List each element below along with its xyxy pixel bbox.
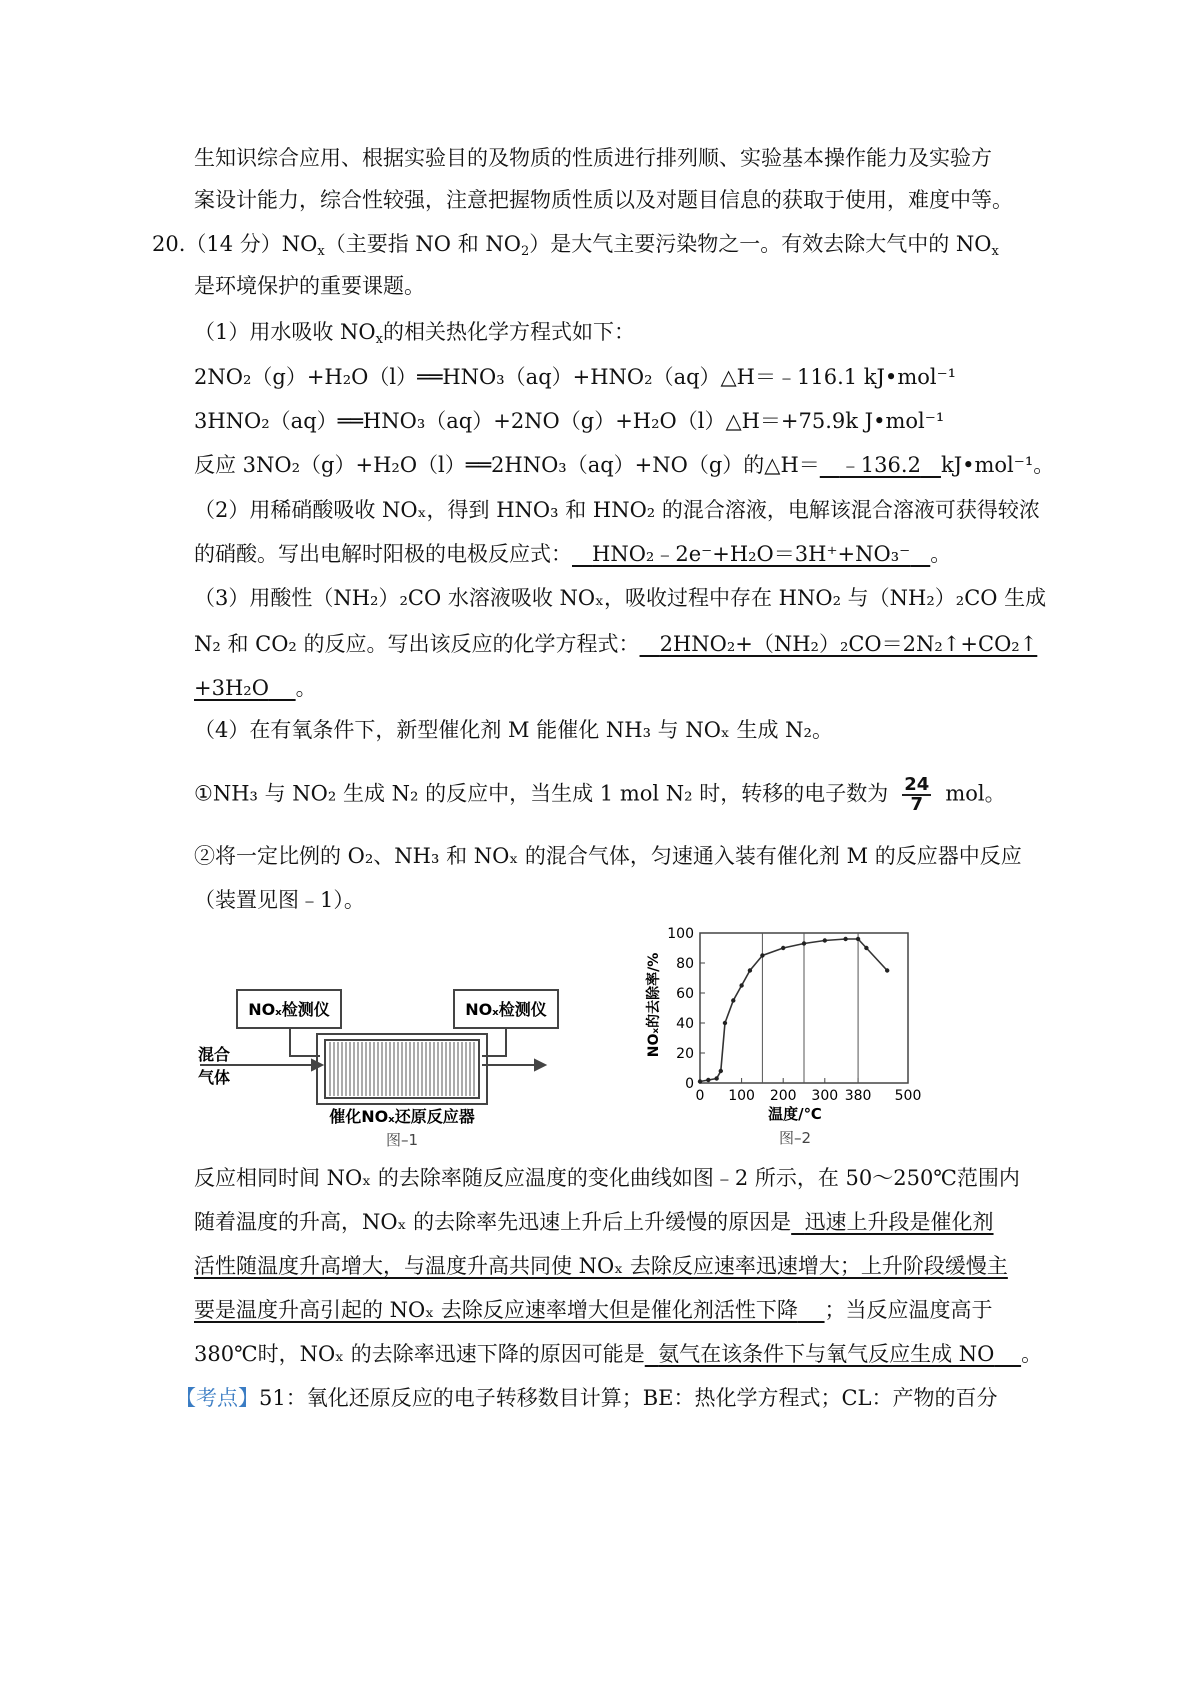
y-tick-label: 60 <box>676 986 694 1002</box>
equation-2: 3HNO₂（aq）══HNO₃（aq）+2NO（g）+H₂O（l）△H＝+75.9k J•mol⁻¹ <box>194 409 945 433</box>
fraction: $\frac{24}{7}$ <box>904 774 930 815</box>
answer-equation-part-b: +3H₂O <box>194 676 269 700</box>
figure-2-caption: 图–2 <box>778 1129 812 1147</box>
analysis-line-2: 随着温度的升高，NOₓ 的去除率先迅速上升后上升缓慢的原因是 迅速上升段是催化剂 <box>194 1210 994 1234</box>
y-tick-label: 20 <box>676 1046 694 1062</box>
data-point <box>885 968 889 972</box>
x-tick-label: 100 <box>728 1088 755 1104</box>
analysis-line-5: 380℃时，NOₓ 的去除率迅速下降的原因可能是 氨气在该条件下与氧气反应生成 NO 。 <box>194 1342 1043 1366</box>
data-point <box>731 998 735 1002</box>
answer-reason-part-2: 活性随温度升高增大，与温度升高共同使 NOₓ 去除反应速率迅速增大；上升阶段缓慢主 <box>194 1254 1008 1278</box>
answer-equation-part-a: 2HNO₂+（NH₂）₂CO＝2N₂↑+CO₂↑ <box>659 632 1038 656</box>
question-20-head-line2: 是环境保护的重要课题。 <box>194 274 425 298</box>
x-axis-label: 温度/℃ <box>768 1105 822 1123</box>
y-tick-label: 80 <box>676 956 694 972</box>
reactor-label: 催化NOₓ还原反应器 <box>329 1107 475 1126</box>
analysis-line-1: 反应相同时间 NOₓ 的去除率随反应温度的变化曲线如图﹣2 所示，在 50～250℃范围内 <box>194 1166 1020 1190</box>
answer-anode-reaction: HNO₂﹣2e⁻+H₂O＝3H⁺+NO₃⁻ <box>592 542 911 566</box>
data-point <box>723 1021 727 1025</box>
data-point <box>864 946 868 950</box>
equation-1: 2NO₂（g）+H₂O（l）══HNO₃（aq）+HNO₂（aq）△H＝﹣116.1 kJ•mol⁻¹ <box>194 365 957 389</box>
intro-line-2: 案设计能力，综合性较强，注意把握物质性质以及对题目信息的获取于使用，难度中等。 <box>194 188 1013 212</box>
part-2-line-2: 的硝酸。写出电解时阳极的电极反应式： HNO₂﹣2e⁻+H₂O＝3H⁺+NO₃⁻ 。 <box>194 542 952 566</box>
part-3-line-2: N₂ 和 CO₂ 的反应。写出该反应的化学方程式： 2HNO₂+（NH₂）₂CO＝2N₂↑+CO₂↑ <box>194 632 1038 656</box>
analysis-line-4: 要是温度升高引起的 NOₓ 去除反应速率增大但是催化剂活性下降 ；当反应温度高于 <box>194 1298 993 1322</box>
data-point <box>714 1076 718 1080</box>
part-2-line-1: （2）用稀硝酸吸收 NOₓ，得到 HNO₃ 和 HNO₂ 的混合溶液，电解该混合溶液可获得较浓 <box>194 498 1040 522</box>
data-point <box>739 983 743 987</box>
analysis-line-3 <box>194 1252 1008 1280</box>
x-tick-label: 0 <box>695 1088 705 1104</box>
equation-3: 反应 3NO₂（g）+H₂O（l）══2HNO₃（aq）+NO（g）的△H＝ ﹣136.2 kJ•mol⁻¹。 <box>194 453 1055 477</box>
answer-reason-high-temp: 氨气在该条件下与氧气反应生成 NO <box>658 1342 995 1366</box>
y-axis-label: NOₓ的去除率/% <box>646 952 662 1058</box>
answer-reason-part-1: 迅速上升段是催化剂 <box>804 1210 994 1234</box>
intro-line-1: 生知识综合应用、根据实验目的及物质的性质进行排列顺、实验基本操作能力及实验方 <box>194 146 992 170</box>
part-4-sub-2-line-1: ②将一定比例的 O₂、NH₃ 和 NOₓ 的混合气体，匀速通入装有催化剂 M 的反应器中反应 <box>194 844 1022 868</box>
figure-2-chart <box>640 915 940 1155</box>
answer-electron-count <box>888 776 945 814</box>
data-point <box>698 1079 702 1083</box>
data-point <box>719 1069 723 1073</box>
y-tick-label: 100 <box>667 926 694 942</box>
x-tick-label: 500 <box>894 1088 922 1104</box>
answer-delta-h: ﹣136.2 <box>839 453 921 477</box>
detector-left-label: NOₓ检测仪 <box>248 1000 330 1019</box>
data-point <box>802 941 806 945</box>
y-tick-label: 0 <box>685 1076 694 1092</box>
question-number: 20. <box>152 232 186 256</box>
part-4-line-1: （4）在有氧条件下，新型催化剂 M 能催化 NH₃ 与 NOₓ 生成 N₂。 <box>194 718 833 742</box>
kaodian-label: 【考点】 <box>175 1386 259 1410</box>
data-point <box>781 946 785 950</box>
data-point <box>823 938 827 942</box>
kaodian-line: 【考点】51：氧化还原反应的电子转移数目计算；BE：热化学方程式；CL：产物的百分 <box>175 1386 998 1410</box>
data-point <box>856 937 860 941</box>
series-line <box>700 939 887 1082</box>
x-tick-label: 380 <box>844 1088 872 1104</box>
figure-1-caption: 图–1 <box>385 1131 419 1149</box>
part-1-intro: （1）用水吸收 $NO_x$的相关热化学方程式如下： <box>194 320 635 347</box>
figure-1-apparatus <box>190 920 580 1150</box>
part-4-sub-2-line-2: （装置见图﹣1）。 <box>194 888 365 912</box>
part-3-line-3: +3H₂O 。 <box>194 676 317 700</box>
answer-reason-part-3: 要是温度升高引起的 NOₓ 去除反应速率增大但是催化剂活性下降 <box>194 1298 798 1322</box>
data-point <box>706 1078 710 1082</box>
x-tick-label: 200 <box>769 1088 797 1104</box>
part-4-sub-1: ①NH₃ 与 NO₂ 生成 N₂ 的反应中，当生成 1 mol N₂ 时，转移的电子数为 $\frac{24}{7}$ mol。 <box>194 774 1006 815</box>
data-point <box>760 953 764 957</box>
inlet-label-2: 气体 <box>198 1068 231 1087</box>
data-point <box>748 968 752 972</box>
data-point <box>843 937 847 941</box>
y-tick-label: 40 <box>676 1016 694 1032</box>
detector-right-label: NOₓ检测仪 <box>465 1000 547 1019</box>
part-3-line-1: （3）用酸性（NH₂）₂CO 水溶液吸收 NOₓ，吸收过程中存在 HNO₂ 与（NH₂）₂CO 生成 <box>194 586 1047 610</box>
inlet-label-1: 混合 <box>198 1045 231 1064</box>
question-20-head: 20.（14 分）$NO_x$（主要指 NO 和 $NO_2$）是大气主要污染物之一。有效去除大气中的 $NO_x$ <box>152 232 999 259</box>
x-tick-label: 300 <box>811 1088 839 1104</box>
